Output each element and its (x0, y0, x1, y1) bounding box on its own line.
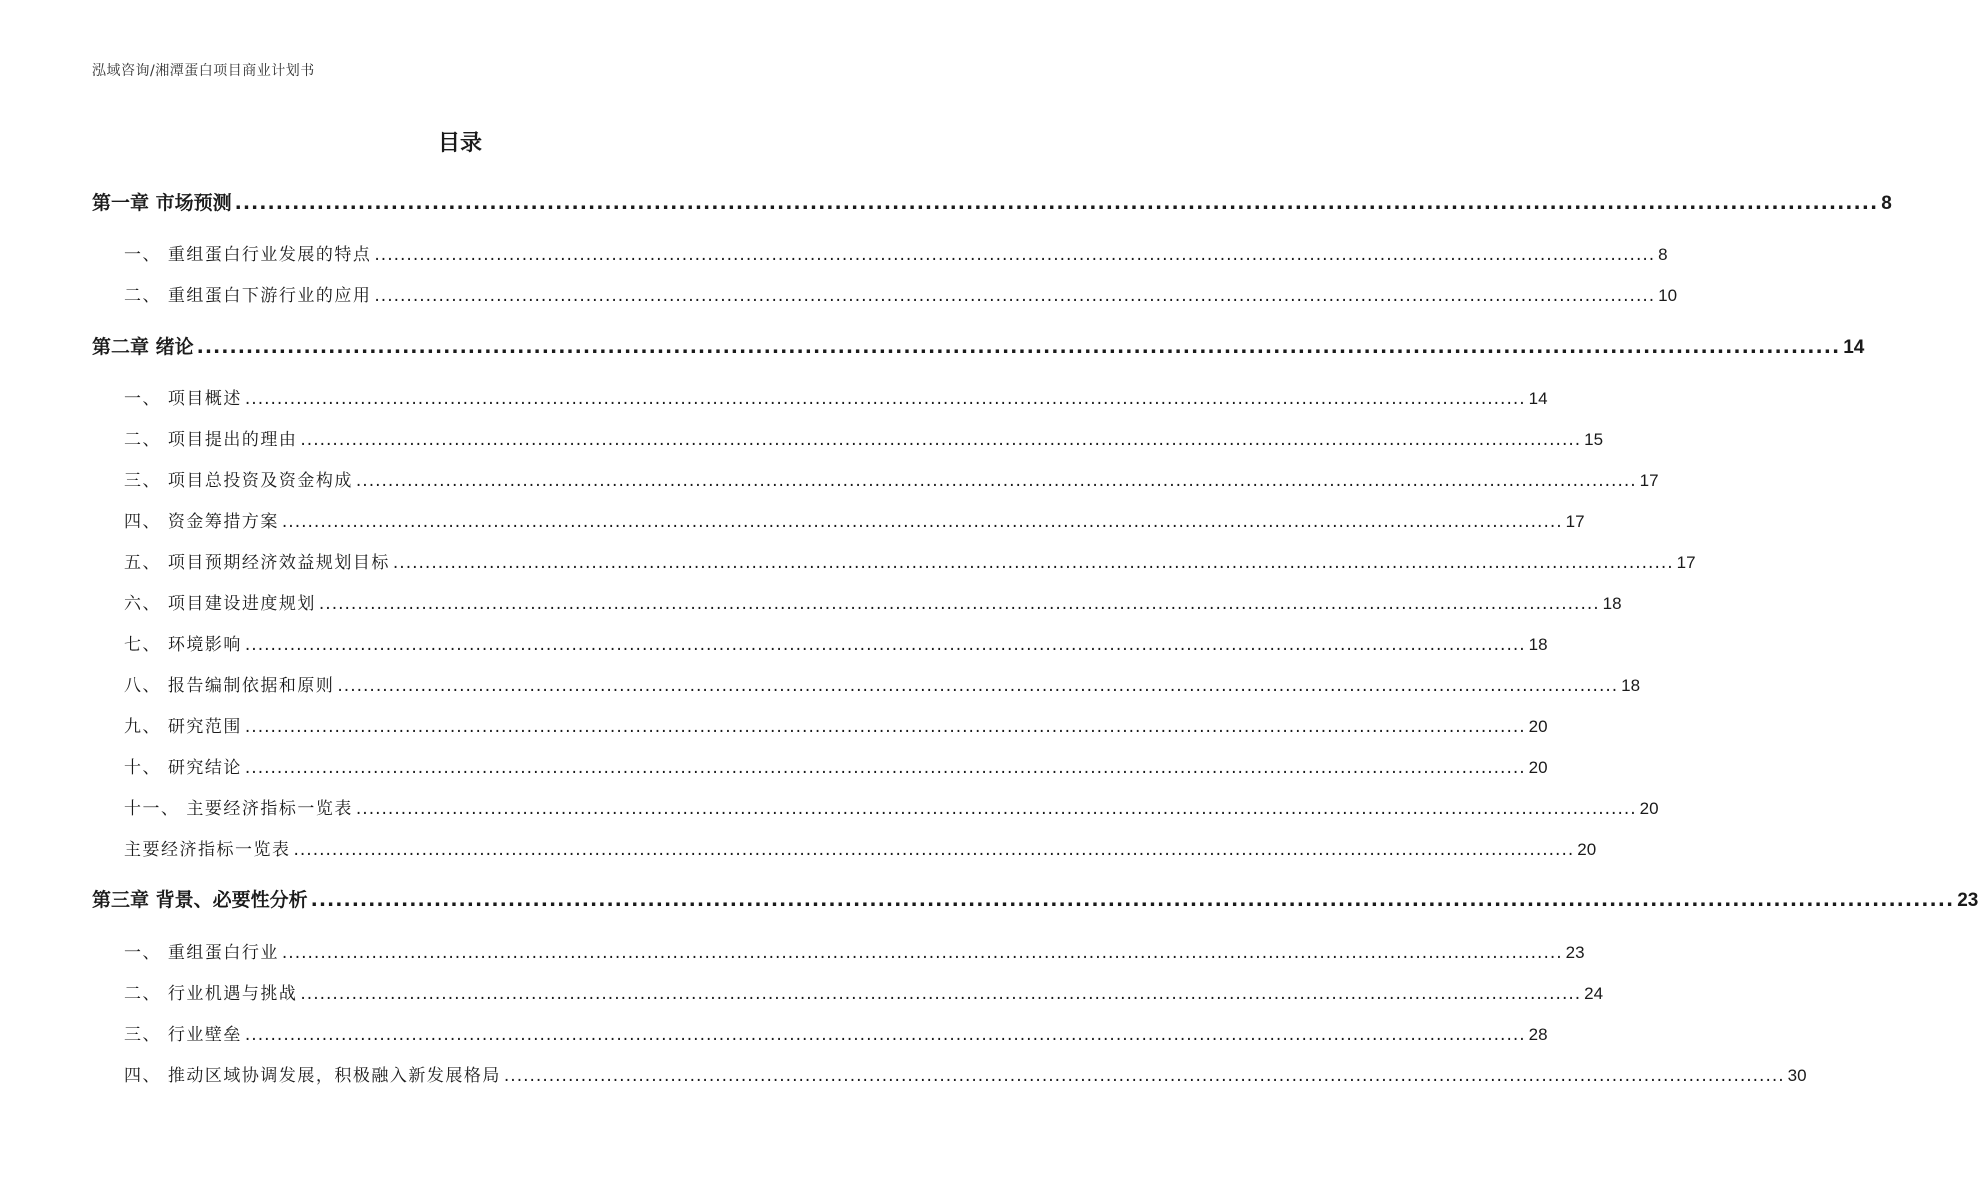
toc-entry-label: 八、 报告编制依据和原则 (124, 676, 335, 696)
toc-page-number: 10 (1658, 286, 1678, 305)
toc-leader: ........................................................................................................................................................................................................ (300, 984, 1582, 1004)
toc-leader: ........................................................................................................................................................................................................ (244, 717, 1526, 737)
toc-chapter-2[interactable] (92, 332, 1865, 359)
toc-page-number: 17 (1676, 553, 1696, 572)
toc-chapter-1[interactable] (92, 188, 1892, 215)
toc-leader: ........................................................................................................................................................................................................ (196, 336, 1841, 358)
toc-page-number: 28 (1528, 1025, 1548, 1044)
toc-page-number: 14 (1528, 389, 1548, 408)
toc-entry-label: 四、 资金筹措方案 (124, 512, 279, 532)
toc-page-number: 17 (1639, 471, 1659, 490)
toc-leader: ........................................................................................................................................................................................................ (244, 635, 1526, 655)
toc-page-number: 20 (1577, 840, 1597, 859)
toc-section[interactable] (124, 466, 1659, 491)
toc-entry-label: 主要经济指标一览表 (124, 840, 291, 860)
toc-leader: ........................................................................................................................................................................................................ (355, 471, 1637, 491)
toc-leader: ........................................................................................................................................................................................................ (392, 553, 1674, 573)
toc-entry-label: 十一、 主要经济指标一览表 (124, 799, 353, 819)
toc-leader: ........................................................................................................................................................................................................ (293, 840, 1575, 860)
toc-leader: ........................................................................................................................................................................................................ (300, 430, 1582, 450)
toc-leader: ........................................................................................................................................................................................................ (337, 676, 1619, 696)
toc-page-number: 20 (1528, 758, 1548, 777)
toc-section[interactable] (124, 1061, 1807, 1086)
toc-leader: ........................................................................................................................................................................................................ (310, 889, 1955, 911)
toc-page-number: 14 (1843, 337, 1865, 358)
toc-chapter-3[interactable] (92, 885, 1978, 912)
toc-entry-label: 十、 研究结论 (124, 758, 242, 778)
toc-section[interactable] (124, 240, 1668, 265)
toc-entry-label: 三、 行业壁垒 (124, 1025, 242, 1045)
toc-entry-label: 第一章 市场预测 (92, 192, 232, 214)
toc-entry-label: 五、 项目预期经济效益规划目标 (124, 553, 390, 573)
toc-section[interactable] (124, 1020, 1548, 1045)
toc-page-number: 18 (1621, 676, 1641, 695)
toc-page-number: 24 (1584, 984, 1604, 1003)
toc-leader: ........................................................................................................................................................................................................ (244, 1025, 1526, 1045)
toc-page-number: 18 (1528, 635, 1548, 654)
toc-leader: ........................................................................................................................................................................................................ (374, 286, 1656, 306)
toc-entry-label: 九、 研究范围 (124, 717, 242, 737)
toc-entry-label: 第三章 背景、必要性分析 (92, 889, 308, 911)
toc-page-number: 8 (1881, 193, 1892, 214)
toc-leader: ........................................................................................................................................................................................................ (244, 758, 1526, 778)
toc-leader: ........................................................................................................................................................................................................ (244, 389, 1526, 409)
toc-section[interactable] (124, 384, 1548, 409)
toc-section[interactable] (124, 938, 1585, 963)
page-header: 泓域咨询/湘潭蛋白项目商业计划书 (92, 63, 315, 79)
toc-entry-label: 二、 重组蛋白下游行业的应用 (124, 286, 372, 306)
toc-page-number: 23 (1957, 890, 1978, 911)
toc-section[interactable] (124, 548, 1696, 573)
toc-entry-label: 二、 行业机遇与挑战 (124, 984, 298, 1004)
toc-page-number: 23 (1565, 943, 1585, 962)
toc-title: 目录 (437, 131, 482, 156)
toc-entry-label: 六、 项目建设进度规划 (124, 594, 316, 614)
toc-section[interactable] (124, 630, 1548, 655)
toc-leader: ........................................................................................................................................................................................................ (318, 594, 1600, 614)
toc-entry-label: 三、 项目总投资及资金构成 (124, 471, 353, 491)
toc-section[interactable] (124, 835, 1597, 860)
toc-page-number: 8 (1658, 245, 1668, 264)
toc-section[interactable] (124, 589, 1622, 614)
toc-leader: ........................................................................................................................................................................................................ (355, 799, 1637, 819)
toc-section[interactable] (124, 671, 1641, 696)
toc-section[interactable] (124, 281, 1678, 306)
toc-entry-label: 一、 重组蛋白行业发展的特点 (124, 245, 372, 265)
toc-leader: ........................................................................................................................................................................................................ (281, 512, 1563, 532)
toc-entry-label: 第二章 绪论 (92, 336, 194, 358)
toc-section[interactable] (124, 794, 1659, 819)
toc-page-number: 20 (1528, 717, 1548, 736)
toc-section[interactable] (124, 425, 1604, 450)
toc-page-number: 18 (1602, 594, 1622, 613)
toc-section[interactable] (124, 753, 1548, 778)
toc-page-number: 17 (1565, 512, 1585, 531)
toc-leader: ........................................................................................................................................................................................................ (234, 192, 1879, 214)
toc-leader: ........................................................................................................................................................................................................ (503, 1066, 1785, 1086)
toc-entry-label: 七、 环境影响 (124, 635, 242, 655)
toc-page-number: 30 (1787, 1066, 1807, 1085)
toc-entry-label: 一、 项目概述 (124, 389, 242, 409)
toc-section[interactable] (124, 712, 1548, 737)
toc-page-number: 20 (1639, 799, 1659, 818)
toc-section[interactable] (124, 979, 1604, 1004)
toc-leader: ........................................................................................................................................................................................................ (281, 943, 1563, 963)
toc-entry-label: 四、 推动区域协调发展，积极融入新发展格局 (124, 1066, 501, 1086)
toc-section[interactable] (124, 507, 1585, 532)
toc-page-number: 15 (1584, 430, 1604, 449)
toc-entry-label: 一、 重组蛋白行业 (124, 943, 279, 963)
toc-entry-label: 二、 项目提出的理由 (124, 430, 298, 450)
toc-leader: ........................................................................................................................................................................................................ (374, 245, 1656, 265)
